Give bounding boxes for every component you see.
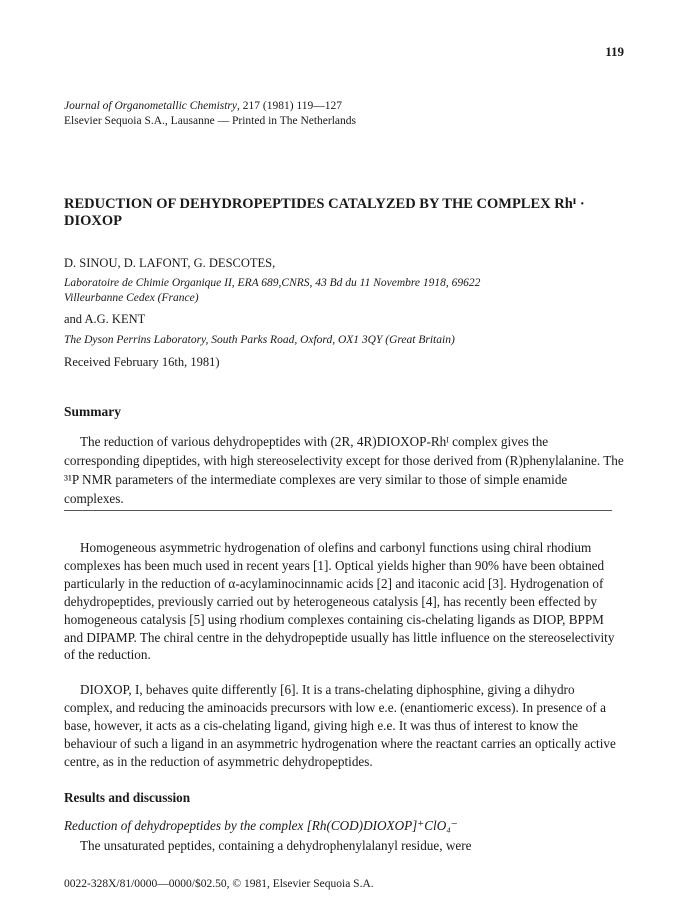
copyright-footer: 0022-328X/81/0000—0000/$02.50, © 1981, Elsevier Sequoia S.A.: [64, 878, 374, 890]
intro-paragraph-1: [64, 539, 624, 664]
summary-paragraph: The reduction of various dehydropeptides with (2R, 4R)DIOXOP-Rhᴵ complex gives the corresponding dipeptides, with high stereoselectivity except for those derived from (R)phenylalanine. The ³¹P NMR parameters of the intermediate complexes are very similar to those of simple enamide complexes.: [64, 434, 624, 506]
intro-paragraph-2-text: DIOXOP, I, behaves quite differently [6]. It is a trans-chelating diphosphine, giving a dihydro complex, and reducing the aminoacids precursors with low e.e. (enantiomeric excess). In presence of a base, however, it acts as a cis-chelating ligand, giving high e.e. It was thus of interest to know the behaviour of such a ligand in an asymmetric hydrogenation where the reactant carries an optically active centre, as in the reduction of asymmetric dehydropeptides.: [64, 682, 616, 769]
subsection-heading: Reduction of dehydropeptides by the complex [Rh(COD)DIOXOP]⁺ClO₄⁻: [64, 818, 458, 833]
intro-paragraph-1-text: Homogeneous asymmetric hydrogenation of olefins and carbonyl functions using chiral rhodium complexes has been much used in recent years [1]. Optical yields higher than 90% have been obtained particularly in the reduction of α-acylaminocinnamic acids [2] and itaconic acid [3]. Hydrogenation of dehydropeptides, previously carried out by heterogeneous catalysis [4], has recently been effected by homogeneous catalysis [5] using rhodium complexes containing cis-chelating ligands as DIOP, BPPM and DIPAMP. The chiral centre in the dehydropeptide usually has little influence on the stereoselectivity of the reduction.: [64, 540, 615, 663]
summary-heading: Summary: [64, 404, 121, 419]
summary-rule: [64, 510, 612, 511]
second-author: and A.G. KENT: [64, 312, 146, 326]
publisher-line: Elsevier Sequoia S.A., Lausanne — Printed in The Netherlands: [64, 115, 357, 127]
affiliation-1: Laboratoire de Chimie Organique II, ERA 689,CNRS, 43 Bd du 11 Novembre 1918, 69622: [64, 277, 481, 289]
summary-text: [64, 432, 624, 508]
affiliation-2: The Dyson Perrins Laboratory, South Parks Road, Oxford, OX1 3QY (Great Britain): [64, 334, 455, 346]
affiliation-1-city: Villeurbanne Cedex (France): [64, 292, 199, 304]
results-heading: Results and discussion: [64, 790, 191, 805]
article-title: REDUCTION OF DEHYDROPEPTIDES CATALYZED BY THE COMPLEX Rhᴵ · DIOXOP: [64, 196, 585, 229]
received-date: Received February 16th, 1981): [64, 355, 220, 369]
authors-line: D. SINOU, D. LAFONT, G. DESCOTES,: [64, 256, 276, 270]
journal-volume: , 217 (1981) 119—127: [237, 100, 343, 112]
body-last-line: The unsaturated peptides, containing a dehydrophenylalanyl residue, were: [80, 838, 472, 853]
journal-name: Journal of Organometallic Chemistry: [64, 100, 238, 112]
intro-paragraph-2: [64, 681, 624, 771]
page-number: 119: [605, 44, 624, 59]
journal-citation: [64, 100, 342, 112]
